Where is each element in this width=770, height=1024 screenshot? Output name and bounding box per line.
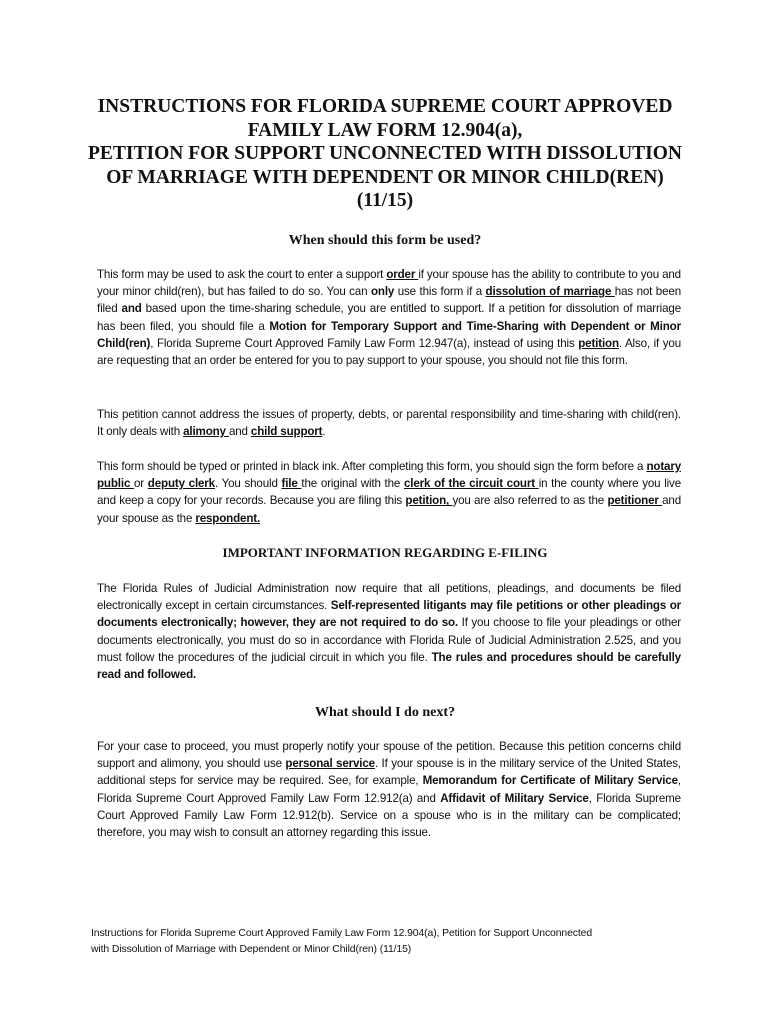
bold-text: Self-represented litigants may file petitions or other pleadings or documents electronically; however, they are not required to do so.	[97, 599, 681, 630]
title-line: FAMILY LAW FORM 12.904(a),	[247, 119, 523, 141]
text-segment: .	[322, 425, 326, 439]
footer-line: with Dissolution of Marriage with Dependent or Minor Child(ren) (11/15)	[91, 944, 412, 955]
text-segment: The Florida Rules of Judicial Administration now require that all petitions, pleadings, and documents be filed electronically except in certain circumstances.	[97, 582, 681, 613]
heading-when-used: When should this form be used?	[288, 233, 482, 248]
paragraph-limitations	[97, 406, 681, 440]
defined-term: petitioner	[607, 494, 663, 508]
heading-next-steps: What should I do next?	[314, 705, 456, 720]
title-line: PETITION FOR SUPPORT UNCONNECTED WITH DISSOLUTION	[88, 143, 682, 164]
text-segment: . Also, if you are requesting that an order be entered for you to pay support to your spouse, you should not file this form.	[97, 336, 681, 368]
paragraph-efiling	[97, 580, 681, 683]
title-line: OF MARRIAGE WITH DEPENDENT OR MINOR CHILD(REN)	[106, 166, 664, 188]
text-segment: This form may be used to ask the court to enter a support	[97, 268, 387, 281]
text-segment: If you choose to file your pleadings or other documents electronically, you must do so in accordance with Florida Rule of Judicial Administration 2.525, and you must follow the procedures of the judicial circuit in which you file.	[97, 616, 681, 664]
text-segment: and your spouse as the	[97, 494, 681, 525]
paragraph-filing	[97, 458, 681, 527]
defined-term: file	[281, 477, 302, 491]
text-segment: if your spouse has the ability to contribute to you and your minor child(ren), but has failed to do so. You can	[97, 268, 681, 299]
text-segment: based upon the time-sharing schedule, you are entitled to support. If a petition for dissolution of marriage has been filed, you should file a	[97, 302, 681, 333]
defined-term: notary public	[97, 460, 681, 491]
title-line: (11/15)	[356, 190, 414, 211]
text-segment: , Florida Supreme Court Approved Family Law Form 12.912(b). Service on a spouse who is in the military can be complicated; therefore, you may wish to consult an attorney regarding this issue.	[97, 791, 681, 840]
text-segment: in the county where you live and keep a copy for your records. Because you are filing this	[97, 477, 681, 508]
document-title	[60, 95, 710, 213]
defined-term: alimony	[183, 425, 229, 439]
bold-text: Motion for Temporary Support and Time-Sharing with Dependent or Minor Child(ren)	[97, 319, 681, 350]
defined-term: deputy clerk	[147, 477, 215, 491]
defined-term: petition,	[405, 494, 453, 508]
text-segment: , Florida Supreme Court Approved Family Law Form 12.912(a) and	[97, 774, 681, 805]
defined-term: child support	[250, 425, 323, 439]
paragraph-purpose	[97, 266, 681, 369]
text-segment: use this form if a	[394, 285, 486, 299]
text-segment: This petition cannot address the issues of property, debts, or parental responsibility and time-sharing with child(ren). It only deals with	[97, 408, 681, 439]
text-segment: . If your spouse is in the military service of the United States, additional steps for service may be required. See, for example,	[97, 757, 682, 788]
defined-term: personal service	[285, 757, 375, 771]
text-segment: This form should be typed or printed in black ink. After completing this form, you should sign the form before a	[97, 460, 647, 473]
bold-text: Memorandum for Certificate of Military Service	[422, 774, 678, 788]
text-segment: or	[134, 477, 148, 491]
page-footer	[91, 926, 691, 958]
footer-line: Instructions for Florida Supreme Court Approved Family Law Form 12.904(a), Petition for Support Unconnected	[91, 928, 592, 939]
heading-efiling: IMPORTANT INFORMATION REGARDING E-FILING	[222, 545, 548, 560]
bold-text: The rules and procedures should be carefully read and followed.	[97, 650, 681, 682]
paragraph-service	[97, 738, 681, 841]
text-segment: . You should	[214, 477, 282, 491]
defined-term: dissolution of marriage	[485, 285, 615, 299]
title-line: INSTRUCTIONS FOR FLORIDA SUPREME COURT APPROVED	[97, 96, 673, 117]
bold-text: only	[370, 285, 395, 299]
defined-term: order	[386, 268, 419, 281]
defined-term: petition	[578, 336, 619, 350]
text-segment: , Florida Supreme Court Approved Family Law Form 12.947(a), instead of using this	[150, 336, 579, 350]
text-segment: For your case to proceed, you must properly notify your spouse of the petition. Because this petition concerns child support and alimony, you should use	[97, 740, 681, 771]
text-segment: you are also referred to as the	[452, 494, 608, 508]
bold-text: and	[121, 302, 142, 316]
defined-term: respondent.	[195, 511, 261, 525]
text-segment: and	[228, 425, 251, 439]
text-segment: has not been filed	[97, 285, 681, 316]
bold-text: Affidavit of Military Service	[440, 791, 589, 805]
defined-term: clerk of the circuit court	[404, 477, 539, 491]
text-segment: the original with the	[301, 477, 404, 491]
